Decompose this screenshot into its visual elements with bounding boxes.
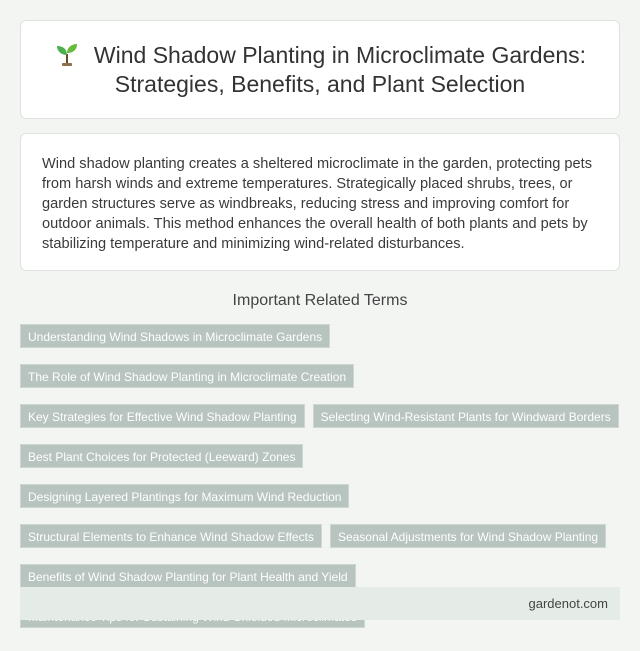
- related-term-tag[interactable]: Understanding Wind Shadows in Microclimate Gardens: [20, 324, 330, 348]
- related-term-tag[interactable]: Designing Layered Plantings for Maximum Wind Reduction: [20, 484, 349, 508]
- related-term-tag[interactable]: Structural Elements to Enhance Wind Shadow Effects: [20, 524, 322, 548]
- title-card: [20, 20, 620, 119]
- page-title-text: Wind Shadow Planting in Microclimate Gardens: Strategies, Benefits, and Plant Selection: [93, 41, 587, 97]
- related-term-tag[interactable]: Selecting Wind-Resistant Plants for Windward Borders: [313, 404, 619, 428]
- footer: [20, 587, 620, 620]
- related-terms-heading: Important Related Terms: [232, 292, 408, 309]
- summary-card: [20, 133, 620, 271]
- site-name[interactable]: gardenot.com: [528, 596, 608, 611]
- related-term-tag[interactable]: Best Plant Choices for Protected (Leeward) Zones: [20, 444, 303, 468]
- related-term-tag[interactable]: The Role of Wind Shadow Planting in Microclimate Creation: [20, 364, 354, 388]
- page-title: [41, 41, 599, 99]
- related-terms-list: [20, 324, 620, 628]
- related-term-tag[interactable]: Benefits of Wind Shadow Planting for Plant Health and Yield: [20, 564, 356, 588]
- summary-text: Wind shadow planting creates a sheltered microclimate in the garden, protecting pets from harsh winds and extreme temperatures. Strategically placed shrubs, trees, or garden structures serve as windbreaks, reducing stress and improving comfort for outdoor animals. This method enhances the overall health of both plants and pets by stabilizing temperature and minimizing wind-related disturbances.: [42, 156, 592, 252]
- related-term-tag[interactable]: Key Strategies for Effective Wind Shadow Planting: [20, 404, 305, 428]
- related-term-tag[interactable]: Seasonal Adjustments for Wind Shadow Planting: [330, 524, 606, 548]
- sprout-icon: [54, 42, 80, 66]
